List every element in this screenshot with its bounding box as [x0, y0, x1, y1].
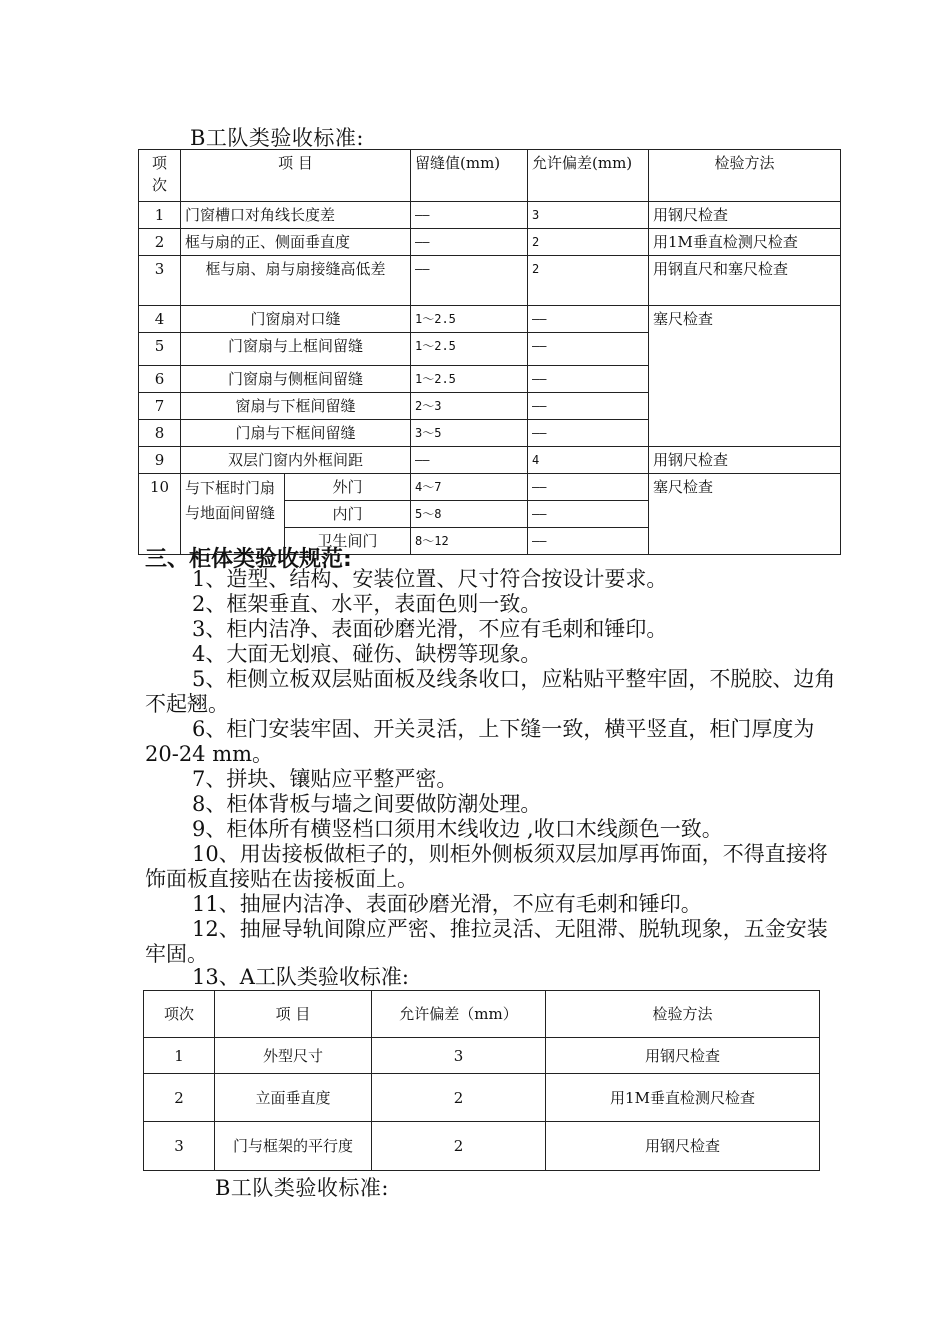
row-number: 2: [139, 229, 181, 256]
row-method: 塞尺检查: [649, 306, 841, 447]
row-item: 门窗槽口对角线长度差: [181, 202, 411, 229]
paragraph: 3、柜内洁净、表面砂磨光滑，不应有毛刺和锤印。: [192, 617, 668, 641]
row-deviation: 2: [372, 1074, 546, 1122]
paragraph: 1、造型、结构、安装位置、尺寸符合按设计要求。: [192, 567, 668, 591]
table-row: [139, 229, 841, 256]
row-number: 2: [144, 1074, 215, 1122]
sub-item: 卫生间门: [285, 528, 411, 555]
paragraph: 10、用齿接板做柜子的，则柜外侧板须双层加厚再饰面，不得直接将饰面板直接贴在齿接板面上。: [145, 842, 828, 891]
table-header-row: [144, 991, 820, 1038]
row-gap: ——: [411, 256, 528, 306]
row-item: 门与框架的平行度: [215, 1122, 372, 1171]
row-deviation: 2: [528, 229, 649, 256]
header-cell: 项次: [139, 150, 181, 202]
row-item: 与下框时门扇与地面间留缝: [181, 474, 285, 555]
row-method: 用钢尺检查: [649, 202, 841, 229]
row-deviation: 3: [372, 1038, 546, 1074]
row-deviation: ——: [528, 306, 649, 333]
table-row: [139, 447, 841, 474]
paragraph: 6、柜门安装牢固、开关灵活，上下缝一致，横平竖直，柜门厚度为20-24 mm。: [145, 717, 815, 766]
row-deviation: ——: [528, 501, 649, 528]
table1-heading: B工队类验收标准:: [190, 126, 365, 150]
row-deviation: ——: [528, 333, 649, 366]
row-item: 窗扇与下框间留缝: [181, 393, 411, 420]
row-item: 门窗扇对口缝: [181, 306, 411, 333]
row-number: 9: [139, 447, 181, 474]
row-gap: 8～12: [411, 528, 528, 555]
row-number: 3: [144, 1122, 215, 1171]
header-cell: 检验方法: [649, 150, 841, 202]
row-method: 用钢直尺和塞尺检查: [649, 256, 841, 306]
row-method: 用1M垂直检测尺检查: [649, 229, 841, 256]
table-row: [139, 306, 841, 333]
paragraph: 8、柜体背板与墙之间要做防潮处理。: [192, 792, 542, 816]
header-cell: 项次: [144, 991, 215, 1038]
paragraph: 5、柜侧立板双层贴面板及线条收口，应粘贴平整牢固，不脱胶、边角不起翘。: [145, 667, 836, 716]
table-row: [139, 202, 841, 229]
header-cell: 允许偏差(mm): [528, 150, 649, 202]
row-method: 用钢尺检查: [546, 1038, 820, 1074]
row-gap: 3～5: [411, 420, 528, 447]
row-deviation: 4: [528, 447, 649, 474]
row-gap: 1～2.5: [411, 366, 528, 393]
paragraph: 9、柜体所有横竖档口须用木线收边 ,收口木线颜色一致。: [192, 817, 723, 841]
paragraph: 7、拼块、镶贴应平整严密。: [192, 767, 458, 791]
paragraph: 2、框架垂直、水平，表面色则一致。: [192, 592, 542, 616]
row-gap: ——: [411, 447, 528, 474]
table-row: [144, 1074, 820, 1122]
row-item: 双层门窗内外框间距: [181, 447, 411, 474]
table-row: [139, 474, 841, 501]
section-title: 三、柜体类验收规范:: [145, 547, 352, 572]
row-item: 框与扇的正、侧面垂直度: [181, 229, 411, 256]
header-cell: 项 目: [181, 150, 411, 202]
sub-item: 外门: [285, 474, 411, 501]
row-method: 用钢尺检查: [649, 447, 841, 474]
row-number: 8: [139, 420, 181, 447]
paragraph: 11、抽屉内洁净、表面砂磨光滑，不应有毛刺和锤印。: [192, 892, 702, 916]
header-cell: 允许偏差（mm）: [372, 991, 546, 1038]
row-number: 4: [139, 306, 181, 333]
table-row: [144, 1122, 820, 1171]
row-number: 7: [139, 393, 181, 420]
row-gap: 4～7: [411, 474, 528, 501]
row-deviation: 3: [528, 202, 649, 229]
row-item: 门窗扇与上框间留缝: [181, 333, 411, 366]
row-item: 外型尺寸: [215, 1038, 372, 1074]
row-gap: ——: [411, 202, 528, 229]
row-number: 1: [144, 1038, 215, 1074]
row-gap: 1～2.5: [411, 306, 528, 333]
paragraph: 12、抽屉导轨间隙应严密、推拉灵活、无阻滞、脱轨现象，五金安装牢固。: [145, 917, 828, 966]
table3-heading: B工队类验收标准:: [215, 1176, 390, 1200]
row-gap: ——: [411, 229, 528, 256]
row-method: 用钢尺检查: [546, 1122, 820, 1171]
row-number: 3: [139, 256, 181, 306]
row-deviation: ——: [528, 474, 649, 501]
row-method: 用1M垂直检测尺检查: [546, 1074, 820, 1122]
table-row: [139, 256, 841, 306]
row-item: 立面垂直度: [215, 1074, 372, 1122]
row-number: 10: [139, 474, 181, 555]
header-cell: 检验方法: [546, 991, 820, 1038]
row-deviation: ——: [528, 420, 649, 447]
row-gap: 5～8: [411, 501, 528, 528]
row-gap: 2～3: [411, 393, 528, 420]
row-deviation: ——: [528, 528, 649, 555]
b-team-standard-table: [138, 149, 841, 555]
a-team-standard-table: [143, 990, 820, 1171]
row-deviation: ——: [528, 393, 649, 420]
paragraph: 13、A工队类验收标准:: [192, 965, 409, 989]
row-number: 1: [139, 202, 181, 229]
row-deviation: ——: [528, 366, 649, 393]
row-deviation: 2: [528, 256, 649, 306]
row-number: 6: [139, 366, 181, 393]
header-cell: 项 目: [215, 991, 372, 1038]
row-item: 框与扇、扇与扇接缝高低差: [181, 256, 411, 306]
row-gap: 1～2.5: [411, 333, 528, 366]
row-number: 5: [139, 333, 181, 366]
table-row: [144, 1038, 820, 1074]
table-header-row: [139, 150, 841, 202]
row-item: 门窗扇与侧框间留缝: [181, 366, 411, 393]
row-item: 门扇与下框间留缝: [181, 420, 411, 447]
row-method: 塞尺检查: [649, 474, 841, 555]
header-cell: 留缝值(mm): [411, 150, 528, 202]
row-deviation: 2: [372, 1122, 546, 1171]
sub-item: 内门: [285, 501, 411, 528]
paragraph: 4、大面无划痕、碰伤、缺楞等现象。: [192, 642, 542, 666]
